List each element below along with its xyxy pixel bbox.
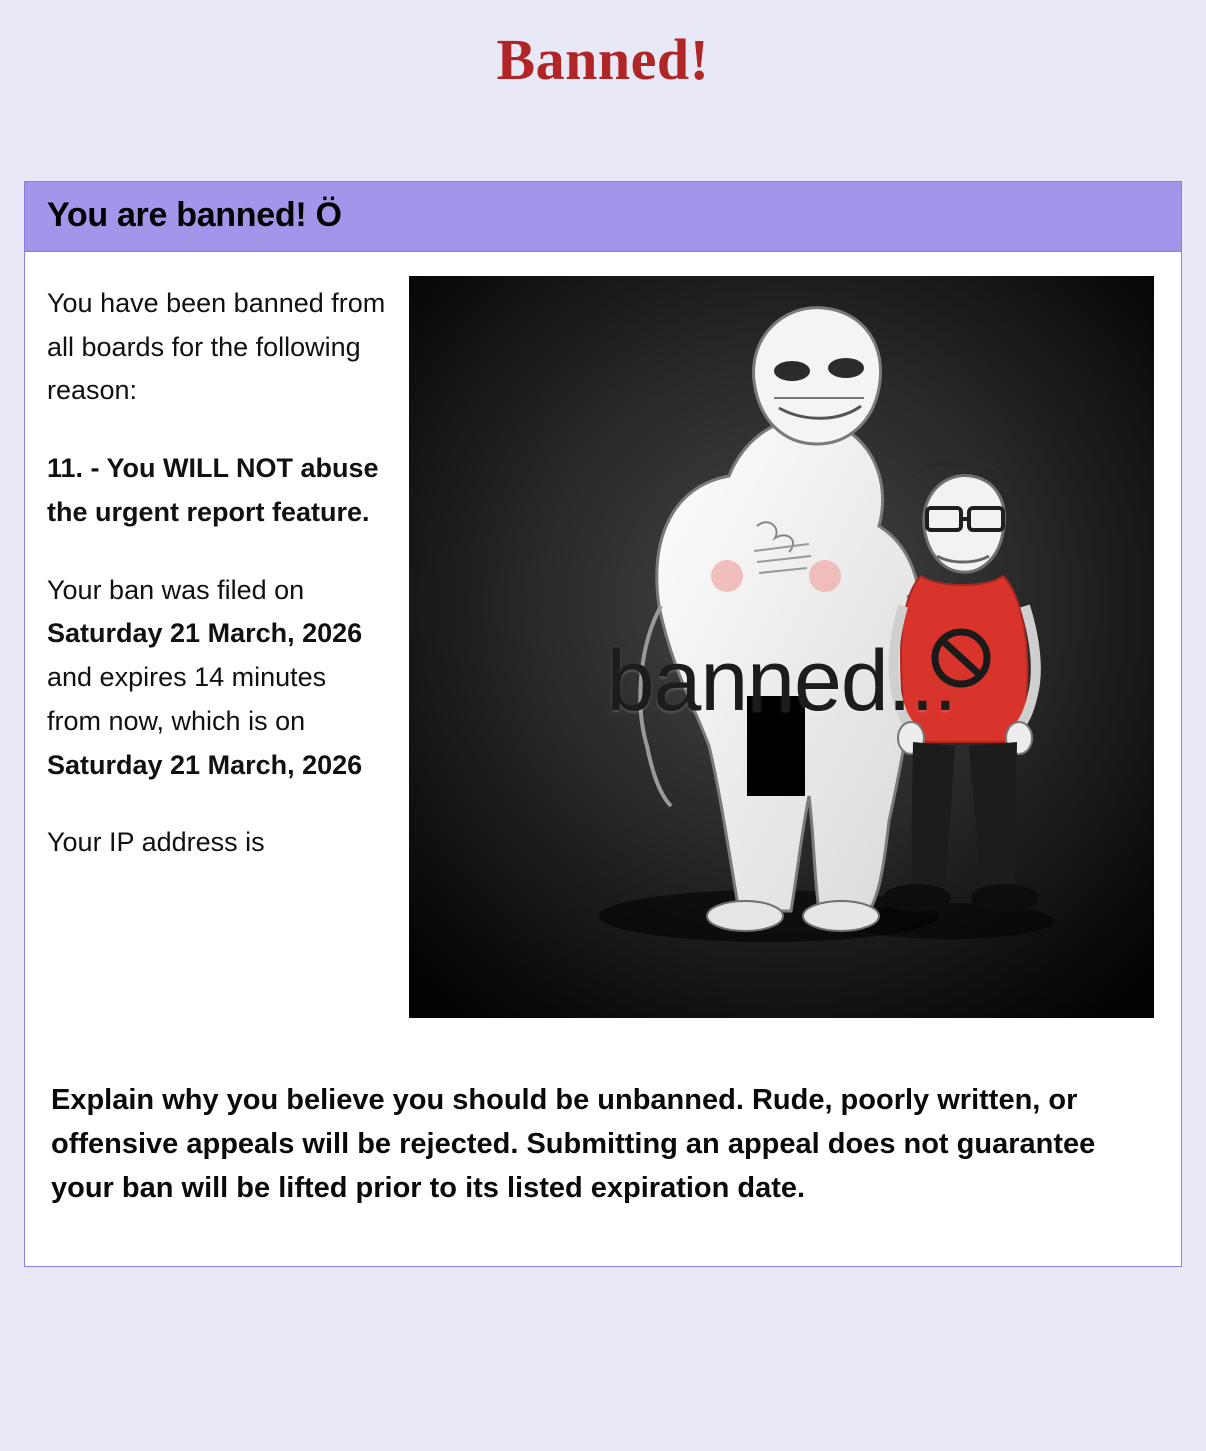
ban-ip-label: Your IP address is: [47, 827, 265, 858]
ban-panel: [24, 181, 1182, 1267]
ban-reason: [47, 447, 387, 534]
panel-body: [25, 252, 1181, 1266]
panel-header-title: You are banned! Ö: [47, 196, 342, 234]
ban-filed-date: Saturday 21 March, 2026: [47, 618, 363, 649]
ban-expiry-date: Saturday 21 March, 2026: [47, 749, 363, 780]
banned-illustration-icon: [409, 276, 1154, 1018]
ban-reason-text: 11. - You WILL NOT abuse the urgent report feature.: [47, 453, 379, 527]
banned-watermark: banned...: [606, 633, 957, 730]
banned-image: [409, 276, 1154, 1018]
ban-ip: [47, 821, 387, 893]
ban-details: [47, 276, 387, 893]
ban-filed-middle: and expires 14 minutes from now, which is on: [47, 662, 327, 736]
ban-filed-prefix: Your ban was filed on: [47, 574, 305, 605]
panel-header: [25, 182, 1181, 252]
content-row: [47, 276, 1159, 1018]
page-title: Banned!: [496, 27, 710, 92]
ban-ip-value: [47, 865, 387, 893]
ban-intro: You have been banned from all boards for the following reason:: [47, 288, 386, 406]
ban-dates: [47, 569, 387, 788]
appeal-instructions: Explain why you believe you should be unbanned. Rude, poorly written, or offensive appeals will be rejected. Submitting an appeal does not guarantee your ban will be lifted prior to its listed expiration date.: [51, 1084, 1096, 1205]
